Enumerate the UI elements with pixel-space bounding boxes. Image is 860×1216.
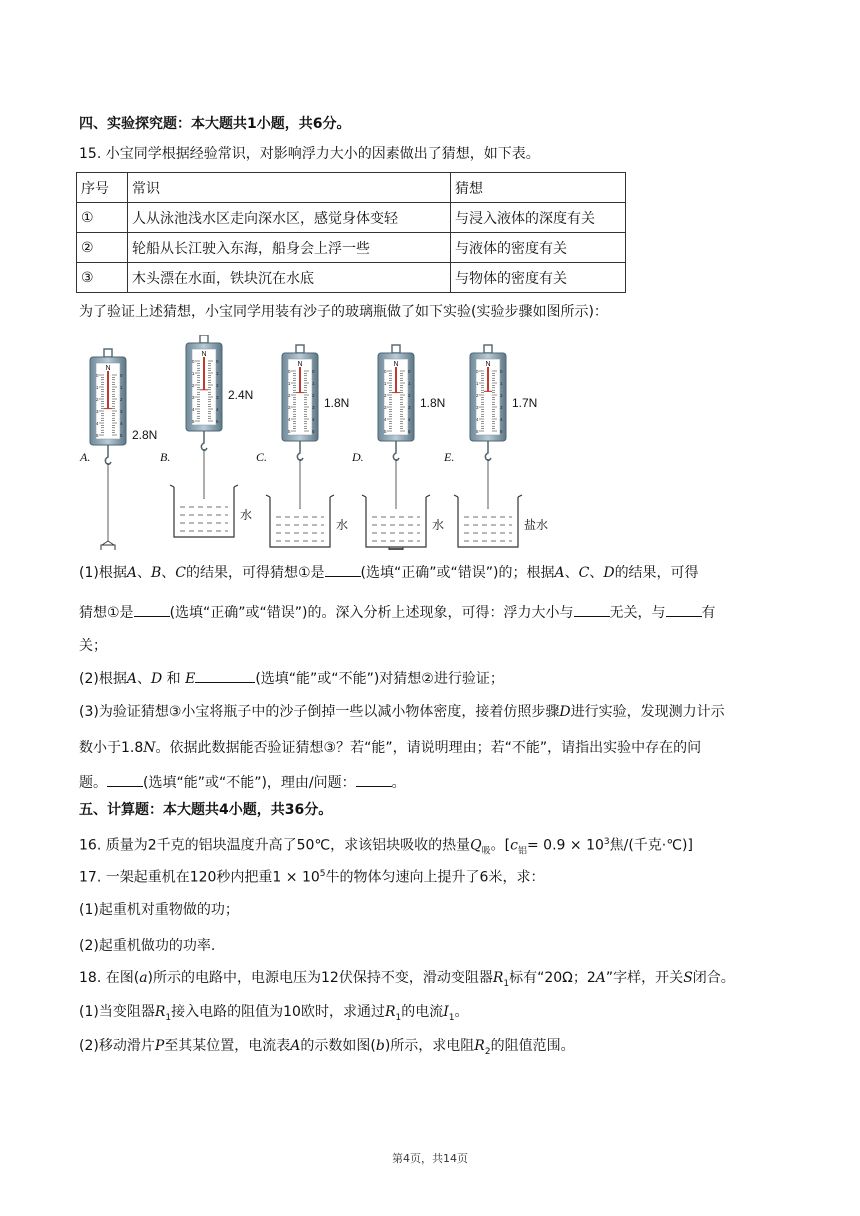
sand-bottle [101, 545, 115, 550]
scale-tick-label: 2 [95, 397, 99, 402]
scale-hook-ring [104, 349, 112, 357]
table-cell: ① [77, 203, 128, 233]
table-header-cell: 猜想 [451, 173, 626, 203]
beaker-lip [426, 495, 430, 497]
q18-part1: (1)当变阻器$R_1$接入电路的阻值为10欧时，求通过$R_1$的电流$I_1$。 [79, 1004, 469, 1023]
scale-tick-label: 5 [500, 429, 503, 434]
liquid-label: 水 [432, 518, 445, 532]
scale-tick-label: 3 [312, 405, 315, 410]
scale-tick-label: 3 [216, 395, 219, 400]
scale-tick-label: 0 [95, 373, 99, 378]
liquid-label: 水 [336, 518, 349, 532]
scale-tick-label: 1 [216, 371, 219, 376]
q17-part2: (2)起重机做功的功率. [79, 938, 216, 954]
liquid-label: 盐水 [524, 518, 548, 532]
scale-tick-label: 0 [216, 359, 219, 364]
scale-tick-label: 4 [287, 417, 291, 422]
experiment-intro: 为了验证上述猜想，小宝同学用装有沙子的玻璃瓶做了如下实验(实验步骤如图所示)： [79, 304, 608, 320]
scale-tick-label: 0 [500, 369, 503, 374]
scale-hook [485, 441, 491, 460]
q15-part1-line1: (1)根据A、B、C的结果，可得猜想①是 (选填“正确”或“错误”)的；根据A、C、D的结果，可得 [79, 562, 699, 583]
scale-tick-label: 1 [500, 381, 503, 386]
scale-tick-label: 4 [475, 417, 479, 422]
scale-hook [105, 445, 111, 464]
scale-tick-label: 1 [95, 385, 99, 390]
scale-tick-label: 3 [287, 405, 291, 410]
scale-tick-label: 5 [191, 419, 195, 424]
scale-reading-label: 1.8N [324, 396, 350, 410]
scale-tick-label: 1 [120, 385, 123, 390]
spring-scale-step [443, 345, 548, 547]
scale-tick-label: 3 [191, 395, 195, 400]
step-label: D. [352, 450, 364, 464]
table-cell: 与物体的密度有关 [451, 263, 626, 293]
sand [390, 548, 403, 550]
scale-reading-label: 1.7N [512, 396, 538, 410]
scale-tick-label: 5 [312, 429, 315, 434]
scale-tick-label: 1 [312, 381, 315, 386]
scale-reading-label: 2.4N [228, 388, 254, 402]
table-cell: 与液体的密度有关 [451, 233, 626, 263]
beaker-lip [330, 495, 334, 497]
step-label: E. [444, 450, 455, 464]
scale-hook-ring [484, 345, 492, 353]
spring-scale-step [351, 345, 445, 550]
beaker-lip [518, 495, 522, 497]
beaker-lip [170, 485, 174, 487]
scale-tick-label: 0 [191, 359, 195, 364]
scale-tick-label: 4 [312, 417, 315, 422]
q15-part3-line1: (3)为验证猜想③小宝将瓶子中的沙子倒掉一些以减小物体密度，接着仿照步骤D进行实验，发现测力计示 [79, 704, 725, 720]
table-row [77, 203, 626, 233]
scale-tick-label: 0 [120, 373, 123, 378]
table-header-cell: 常识 [128, 173, 451, 203]
beaker-lip [266, 495, 270, 497]
spring-scale-step [256, 345, 349, 547]
spring-scale-step [79, 349, 157, 550]
scale-tick-label: 1 [383, 381, 387, 386]
scale-tick-label: 1 [191, 371, 195, 376]
scale-unit-label: N [485, 361, 491, 368]
table-cell: 轮船从长江驶入东海，船身会上浮一些 [128, 233, 451, 263]
step-label: B. [160, 450, 171, 464]
scale-hook [297, 441, 303, 460]
scale-hook-ring [296, 345, 304, 353]
question-15-intro: 15. 小宝同学根据经验常识，对影响浮力大小的因素做出了猜想，如下表。 [79, 146, 540, 162]
scale-tick-label: 2 [120, 397, 123, 402]
scale-tick-label: 1 [475, 381, 479, 386]
scale-hook [393, 441, 399, 460]
q17-part1: (1)起重机对重物做的功； [79, 902, 239, 918]
scale-tick-label: 4 [383, 417, 387, 422]
string [102, 541, 114, 545]
scale-tick-label: 5 [120, 433, 123, 438]
table-header-row [77, 173, 626, 203]
scale-tick-label: 5 [216, 419, 219, 424]
beaker-lip [454, 495, 458, 497]
scale-hook-ring [392, 345, 400, 353]
q15-part1-line3: 关； [79, 638, 107, 654]
scale-hook-ring [200, 335, 208, 343]
q18-part2: (2)移动滑片P至其某位置，电流表A的示数如图(b)所示，求电阻$R_2$的阻值范围。 [79, 1038, 575, 1057]
table-row [77, 263, 626, 293]
scale-hook [201, 431, 207, 450]
table-cell: ② [77, 233, 128, 263]
answer-blank[interactable] [356, 772, 392, 787]
table-row [77, 233, 626, 263]
scale-tick-label: 2 [383, 393, 387, 398]
q15-part3-line3: 题。 (选填“能”或“不能”)，理由/问题： 。 [79, 772, 406, 793]
scale-tick-label: 2 [287, 393, 291, 398]
scale-tick-label: 5 [287, 429, 291, 434]
scale-tick-label: 0 [312, 369, 315, 374]
beaker-lip [234, 485, 238, 487]
answer-blank[interactable] [325, 562, 361, 577]
q15-part1-line2: 猜想①是 (选填“正确”或“错误”)的。深入分析上述现象，可得：浮力大小与 无关，与 有 [79, 602, 716, 623]
scale-reading-label: 1.8N [420, 396, 446, 410]
question-17: 17. 一架起重机在120秒内把重$1 \times 10^5$牛的物体匀速向上提升了6米，求： [79, 869, 545, 886]
scale-tick-label: 3 [383, 405, 387, 410]
scale-tick-label: 5 [475, 429, 479, 434]
scale-tick-label: 2 [500, 393, 503, 398]
liquid-label: 水 [240, 508, 253, 522]
scale-tick-label: 3 [120, 409, 123, 414]
answer-blank[interactable] [134, 602, 170, 617]
scale-tick-label: 4 [120, 421, 123, 426]
q15-part2: (2)根据A、D 和 E (选填“能”或“不能”)对猜想②进行验证； [79, 668, 504, 689]
answer-blank[interactable] [195, 668, 255, 683]
scale-tick-label: 4 [408, 417, 411, 422]
scale-tick-label: 0 [383, 369, 387, 374]
scale-tick-label: 4 [191, 407, 195, 412]
section-5-title: 五、计算题：本大题共4小题，共36分。 [79, 802, 333, 818]
scale-tick-label: 2 [408, 393, 411, 398]
scale-unit-label: N [297, 361, 303, 368]
scale-tick-label: 4 [216, 407, 219, 412]
question-18: 18. 在图(a)所示的电路中，电源电压为12伏保持不变，滑动变阻器$R_1$标有“20Ω；2A”字样，开关S闭合。 [79, 970, 735, 989]
scale-tick-label: 4 [95, 421, 99, 426]
table-cell: 人从泳池浅水区走向深水区，感觉身体变轻 [128, 203, 451, 233]
scale-tick-label: 0 [408, 369, 411, 374]
answer-blank[interactable] [666, 602, 702, 617]
scale-tick-label: 2 [216, 383, 219, 388]
scale-tick-label: 1 [287, 381, 291, 386]
scale-tick-label: 5 [408, 429, 411, 434]
scale-unit-label: N [201, 351, 207, 358]
table-cell: 木头漂在水面，铁块沉在水底 [128, 263, 451, 293]
scale-tick-label: 0 [287, 369, 291, 374]
table-cell: ③ [77, 263, 128, 293]
scale-tick-label: 5 [383, 429, 387, 434]
answer-blank[interactable] [107, 772, 143, 787]
scale-tick-label: 0 [475, 369, 479, 374]
beaker-lip [362, 495, 366, 497]
scale-tick-label: 4 [500, 417, 503, 422]
scale-tick-label: 2 [312, 393, 315, 398]
table-header-cell: 序号 [77, 173, 128, 203]
scale-tick-label: 5 [95, 433, 99, 438]
page-footer: 第4页，共14页 [392, 1152, 468, 1165]
scale-tick-label: 3 [500, 405, 503, 410]
scale-unit-label: N [393, 361, 399, 368]
spring-scale-experiment-figure [78, 335, 548, 550]
table-cell: 与浸入液体的深度有关 [451, 203, 626, 233]
step-label: C. [256, 450, 268, 464]
answer-blank[interactable] [574, 602, 610, 617]
scale-tick-label: 2 [475, 393, 479, 398]
scale-unit-label: N [105, 365, 111, 372]
step-label: A. [80, 450, 91, 464]
q15-part3-line2: 数小于1.8N。依据此数据能否验证猜想③？若“能”，请说明理由；若“不能”，请指出实验中存在的问 [79, 740, 702, 756]
section-4-title: 四、实验探究题：本大题共1小题，共6分。 [79, 116, 351, 132]
hypothesis-table [76, 172, 626, 293]
scale-tick-label: 2 [191, 383, 195, 388]
scale-tick-label: 3 [95, 409, 99, 414]
scale-tick-label: 3 [475, 405, 479, 410]
scale-tick-label: 3 [408, 405, 411, 410]
scale-tick-label: 1 [408, 381, 411, 386]
scale-reading-label: 2.8N [132, 428, 158, 442]
question-16: 16. 质量为2千克的铝块温度升高了50℃，求该铝块吸收的热量$Q_吸$。[$c_铝= 0.9 \times 10^3$焦/(千克·℃)] [79, 837, 693, 857]
spring-scale-step [160, 335, 253, 537]
